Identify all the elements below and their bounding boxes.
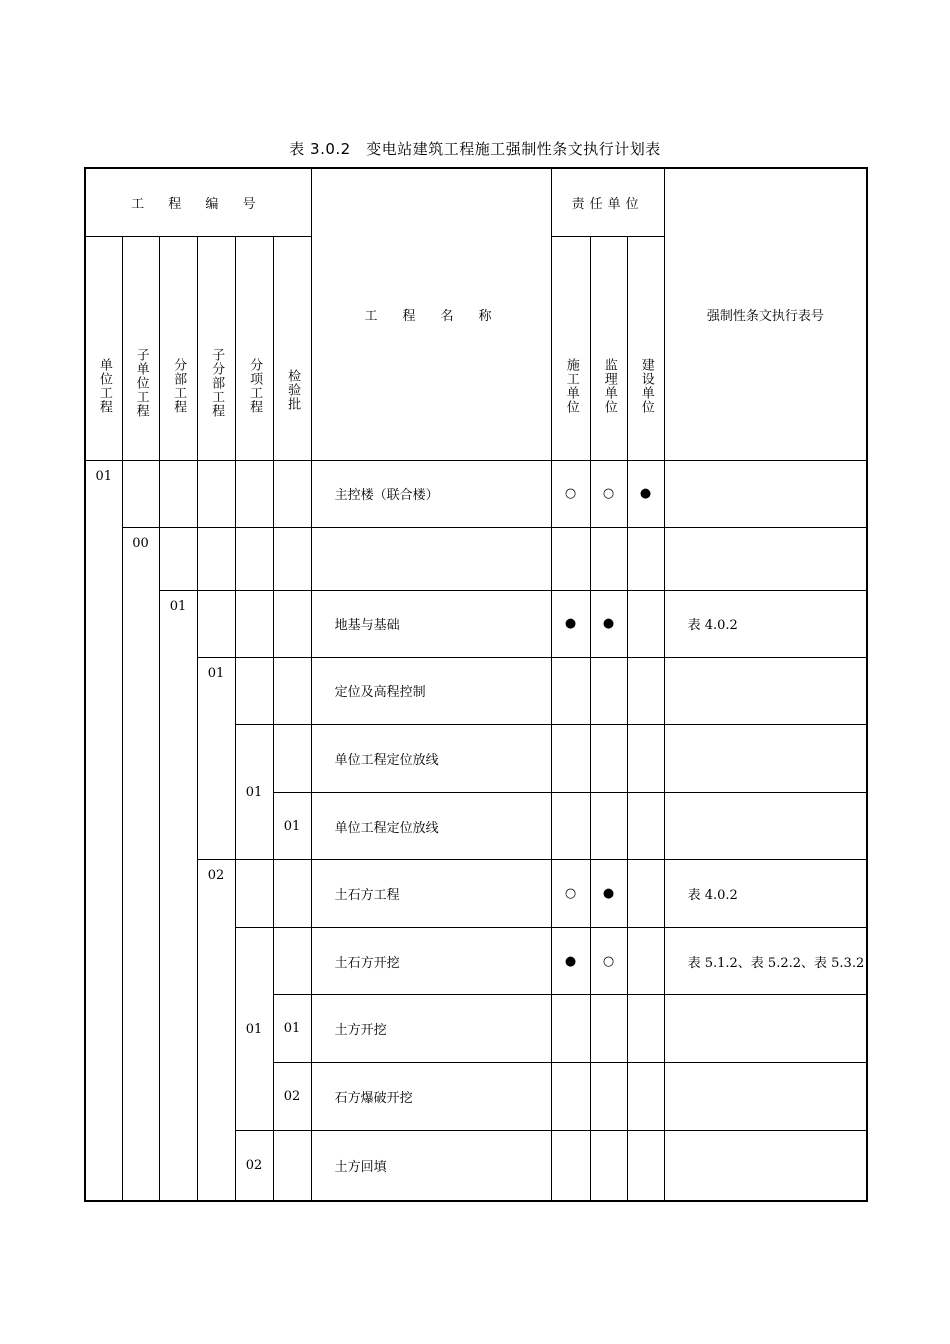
plan-table xyxy=(84,167,868,1202)
lot-code xyxy=(273,460,311,527)
division-code: 01 xyxy=(159,590,197,1201)
item-code xyxy=(235,657,273,724)
header-supervision-unit: 监理单位 xyxy=(590,236,627,460)
header-item-project: 分项工程 xyxy=(235,236,273,460)
lot-code xyxy=(273,725,311,793)
header-unit-project: 单位工程 xyxy=(85,236,122,460)
table-row xyxy=(85,860,867,928)
owner-mark xyxy=(627,928,664,995)
supervision-mark: ● xyxy=(590,590,627,657)
construction-mark xyxy=(551,1131,590,1201)
item-code xyxy=(235,527,273,590)
lot-code xyxy=(273,1131,311,1201)
header-code-group: 工 程 编 号 xyxy=(85,168,311,236)
construction-mark xyxy=(551,793,590,860)
supervision-mark: ○ xyxy=(590,460,627,527)
project-name: 土石方开挖 xyxy=(311,928,551,995)
project-name: 定位及高程控制 xyxy=(311,657,551,724)
project-name: 石方爆破开挖 xyxy=(311,1063,551,1131)
owner-mark xyxy=(627,527,664,590)
sub-unit-code xyxy=(122,460,159,527)
construction-mark xyxy=(551,725,590,793)
project-name: 土方开挖 xyxy=(311,995,551,1063)
item-code xyxy=(235,460,273,527)
construction-mark: ● xyxy=(551,928,590,995)
sub-division-code xyxy=(197,460,235,527)
supervision-mark: ○ xyxy=(590,928,627,995)
supervision-mark xyxy=(590,725,627,793)
owner-mark xyxy=(627,657,664,724)
clause-ref: 表 4.0.2 xyxy=(664,860,867,928)
supervision-mark xyxy=(590,657,627,724)
table-title: 表 3.0.2 变电站建筑工程施工强制性条文执行计划表 xyxy=(289,140,661,158)
sub-division-code: 02 xyxy=(197,860,235,1201)
supervision-mark xyxy=(590,1063,627,1131)
construction-mark xyxy=(551,1063,590,1131)
header-sub-unit-project: 子单位工程 xyxy=(122,236,159,460)
lot-code: 01 xyxy=(273,995,311,1063)
sub-division-code xyxy=(197,527,235,590)
lot-code xyxy=(273,860,311,928)
item-code: 01 xyxy=(235,725,273,860)
supervision-mark: ● xyxy=(590,860,627,928)
table-row xyxy=(85,657,867,724)
clause-ref: 表 5.1.2、表 5.2.2、表 5.3.2 xyxy=(664,928,867,995)
table-row xyxy=(85,527,867,590)
header-division-project: 分部工程 xyxy=(159,236,197,460)
clause-ref: 表 4.0.2 xyxy=(664,590,867,657)
owner-mark xyxy=(627,860,664,928)
project-name: 单位工程定位放线 xyxy=(311,725,551,793)
sub-division-code xyxy=(197,590,235,657)
header-clause-table-no: 强制性条文执行表号 xyxy=(664,168,867,460)
project-name: 单位工程定位放线 xyxy=(311,793,551,860)
clause-ref xyxy=(664,725,867,793)
item-code xyxy=(235,590,273,657)
table-row xyxy=(85,590,867,657)
construction-mark: ● xyxy=(551,590,590,657)
lot-code xyxy=(273,590,311,657)
owner-mark xyxy=(627,725,664,793)
owner-mark xyxy=(627,995,664,1063)
clause-ref xyxy=(664,995,867,1063)
header-sub-division-project: 子分部工程 xyxy=(197,236,235,460)
supervision-mark xyxy=(590,1131,627,1201)
construction-mark xyxy=(551,527,590,590)
item-code: 01 xyxy=(235,928,273,1131)
header-project-name: 工 程 名 称 xyxy=(311,168,551,460)
owner-mark: ● xyxy=(627,460,664,527)
item-code: 02 xyxy=(235,1131,273,1201)
project-name: 土方回填 xyxy=(311,1131,551,1201)
header-inspection-lot: 检验批 xyxy=(273,236,311,460)
header-owner-unit: 建设单位 xyxy=(627,236,664,460)
sub-division-code: 01 xyxy=(197,657,235,859)
owner-mark xyxy=(627,1063,664,1131)
lot-code xyxy=(273,657,311,724)
owner-mark xyxy=(627,793,664,860)
project-name: 地基与基础 xyxy=(311,590,551,657)
owner-mark xyxy=(627,1131,664,1201)
sub-unit-code: 00 xyxy=(122,527,159,1201)
project-name xyxy=(311,527,551,590)
construction-mark xyxy=(551,657,590,724)
lot-code xyxy=(273,527,311,590)
clause-ref xyxy=(664,1063,867,1131)
clause-ref xyxy=(664,657,867,724)
clause-ref xyxy=(664,460,867,527)
owner-mark xyxy=(627,590,664,657)
project-name: 主控楼（联合楼） xyxy=(311,460,551,527)
lot-code: 02 xyxy=(273,1063,311,1131)
header-construction-unit: 施工单位 xyxy=(551,236,590,460)
division-code xyxy=(159,460,197,527)
clause-ref xyxy=(664,793,867,860)
project-name: 土石方工程 xyxy=(311,860,551,928)
item-code xyxy=(235,860,273,928)
table-row xyxy=(85,460,867,527)
supervision-mark xyxy=(590,995,627,1063)
lot-code: 01 xyxy=(273,793,311,860)
supervision-mark xyxy=(590,527,627,590)
division-code xyxy=(159,527,197,590)
clause-ref xyxy=(664,527,867,590)
construction-mark xyxy=(551,995,590,1063)
lot-code xyxy=(273,928,311,995)
construction-mark: ○ xyxy=(551,860,590,928)
header-responsible-group: 责任单位 xyxy=(551,168,664,236)
unit-code: 01 xyxy=(85,460,122,1201)
supervision-mark xyxy=(590,793,627,860)
clause-ref xyxy=(664,1131,867,1201)
construction-mark: ○ xyxy=(551,460,590,527)
